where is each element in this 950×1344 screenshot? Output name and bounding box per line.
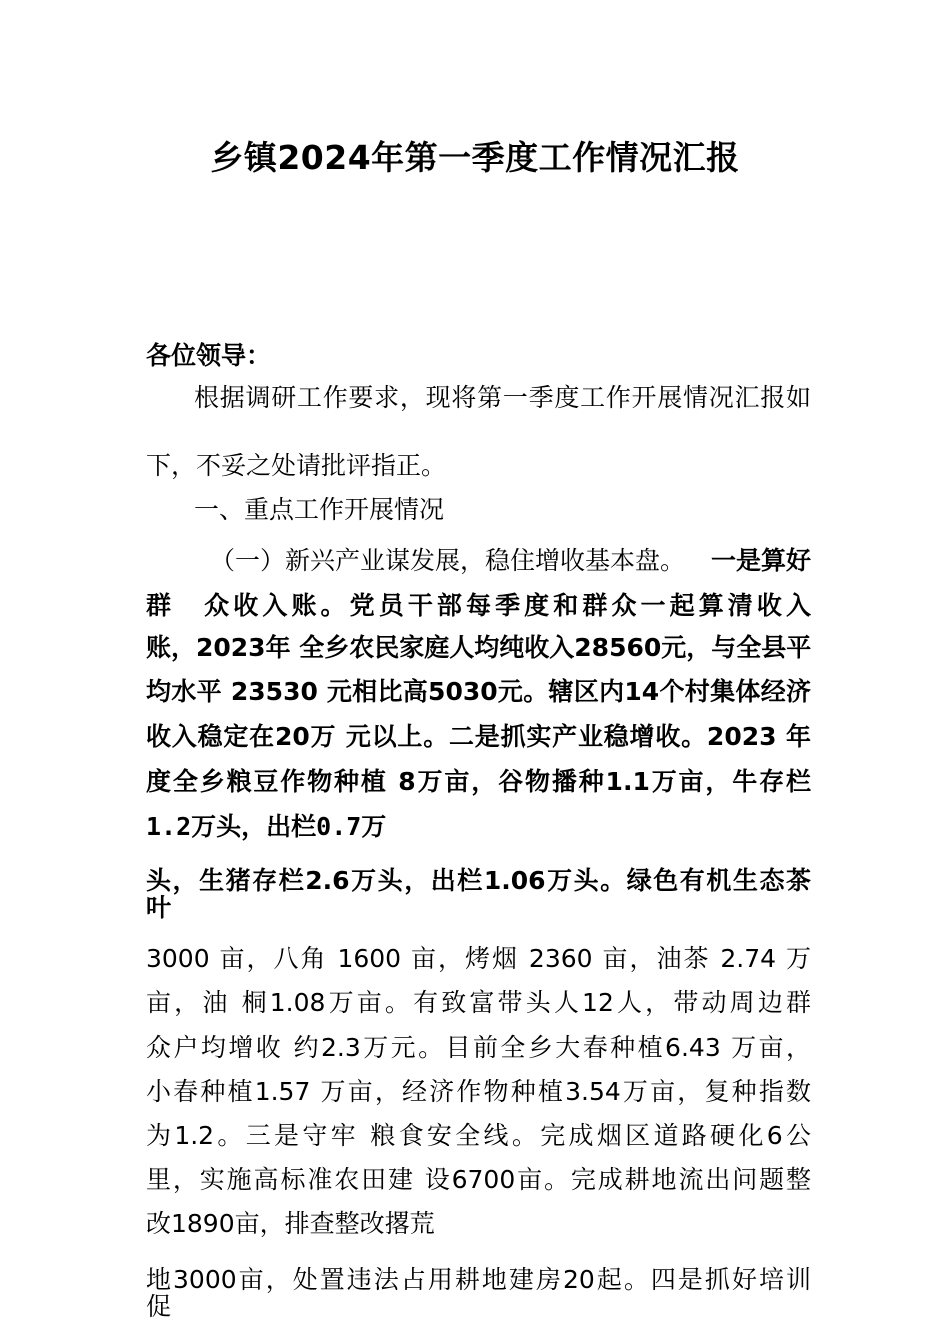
paragraph-line: 叶 [146,893,172,922]
paragraph-line: 3000 亩，八角 1600 亩，烤烟 2360 亩，油茶 2.74 万 [146,944,811,973]
salutation: 各位领导： [146,341,272,370]
intro-line-2: 下，不妥之处请批评指正。 [146,451,447,480]
section-heading: 一、重点工作开展情况 [194,495,445,524]
paragraph-line: 均水平 23530 元相比高5030元。辖区内14个村集体经济 [146,677,811,706]
document-title: 乡镇2024年第一季度工作情况汇报 [210,138,740,177]
paragraph-line: 头，生猪存栏2.6万头，出栏1.06万头。绿色有机生态茶 [146,866,811,895]
paragraph-line: 1.2万头，出栏0.7万 [146,812,387,841]
paragraph-line: 改1890亩，排查整改撂荒 [146,1209,435,1238]
paragraph-line: 为1.2。三是守牢 粮食安全线。完成烟区道路硬化6公 [146,1121,811,1150]
subsection-lead-bold: 一是算好 [710,546,811,575]
paragraph-line: 地3000亩，处置违法占用耕地建房20起。四是抓好培训 [146,1265,811,1294]
paragraph-line: 里，实施高标准农田建 设6700亩。完成耕地流出问题整 [146,1165,811,1194]
subsection-lead [210,546,811,576]
paragraph-line: 小春种植1.57 万亩，经济作物种植3.54万亩，复种指数 [146,1077,811,1106]
paragraph-line: 群 众收入账。党员干部每季度和群众一起算清收入 [146,591,811,620]
paragraph-line: 促 [146,1292,172,1321]
subsection-title: （一）新兴产业谋发展，稳住增收基本盘。 [210,546,686,575]
paragraph-line: 众户均增收 约2.3万元。目前全乡大春种植6.43 万亩， [146,1033,811,1062]
intro-line-1: 根据调研工作要求，现将第一季度工作开展情况汇报如 [194,383,811,412]
paragraph-line: 账，2023年 全乡农民家庭人均纯收入28560元，与全县平 [146,633,812,662]
paragraph-line: 收入稳定在20万 元以上。二是抓实产业稳增收。2023 年 [146,722,811,751]
paragraph-line: 度全乡粮豆作物种植 8万亩，谷物播种1.1万亩，牛存栏 [146,767,811,796]
paragraph-line: 亩，油 桐1.08万亩。有致富带头人12人，带动周边群 [146,988,811,1017]
